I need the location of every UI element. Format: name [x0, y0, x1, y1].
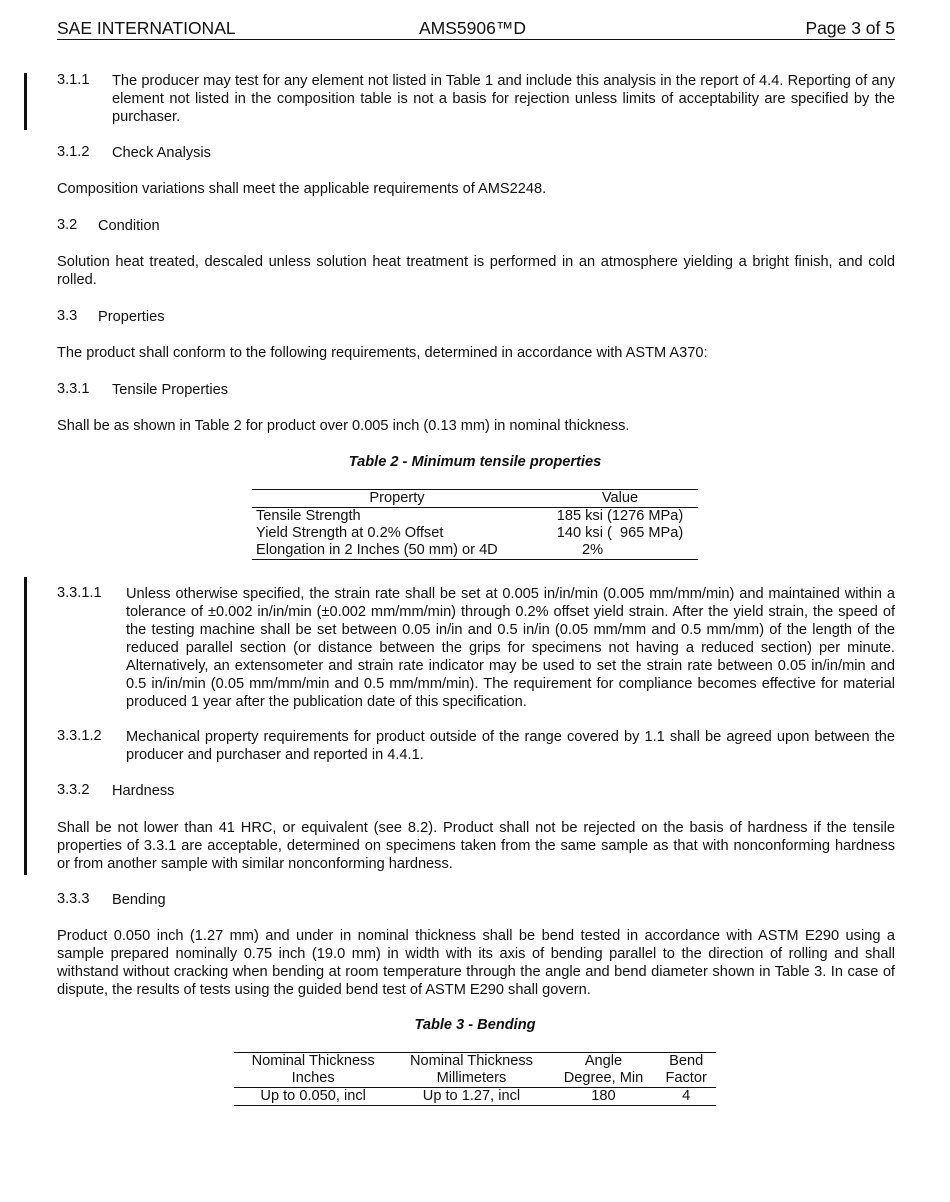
section-number: 3.3.2 — [57, 782, 90, 798]
section-title: Bending — [112, 892, 166, 908]
table-cell: 140 ksi ( 965 MPa) — [556, 525, 684, 541]
table-row — [252, 508, 698, 526]
section-number: 3.3 — [57, 308, 78, 324]
table-header: Nominal Thickness Millimeters — [392, 1053, 550, 1088]
section-number: 3.1.1 — [57, 72, 90, 88]
section-number: 3.3.1 — [57, 381, 90, 397]
table-cell: Yield Strength at 0.2% Offset — [256, 525, 444, 541]
table-cell: Up to 1.27, incl — [392, 1088, 550, 1106]
paragraph: Product 0.050 inch (1.27 mm) and under in nominal thickness shall be bend tested in accordance with ASTM E290 using a sample prepared nominally 0.75 inch (19.0 mm) in width with its axis of bending parallel to the direction of rolling and shall withstand without cracking when bending at room temperature through the angle and bend diameter shown in Table 3. In case of dispute, the results of tests using the guided bend test of ASTM E290 shall govern. — [57, 928, 895, 998]
section-number: 3.3.1.2 — [57, 728, 102, 744]
section-title: Properties — [98, 309, 165, 325]
section-number: 3.3.1.1 — [57, 585, 102, 601]
revision-bar — [24, 73, 27, 130]
bending-table — [234, 1052, 716, 1106]
section-title: Hardness — [112, 783, 175, 799]
table-header: Bend Factor — [656, 1053, 716, 1088]
table-row — [252, 542, 698, 560]
section-number: 3.3.3 — [57, 891, 90, 907]
section-number: 3.1.2 — [57, 144, 90, 160]
header-page-number: Page 3 of 5 — [805, 18, 895, 38]
section-title: Tensile Properties — [112, 382, 228, 398]
table-cell: 2% — [542, 542, 698, 560]
header-org: SAE INTERNATIONAL — [57, 18, 236, 38]
table-header: Value — [542, 490, 698, 508]
header-doc-number: AMS5906™D — [419, 18, 526, 38]
table-header: Angle Degree, Min — [551, 1053, 657, 1088]
table-cell: 4 — [656, 1088, 716, 1106]
section-text: Unless otherwise specified, the strain rate shall be set at 0.005 in/in/min (0.005 mm/mm/min) and maintained within a tolerance of ±0.002 in/in/min (±0.002 mm/mm/min) through 0.2% offset yield strain. After the yield strain, the speed of the testing machine shall be set between 0.05 in/in and 0.5 in/in (0.05 mm/mm and 0.5 mm/mm) of the length of the reduced parallel section (or distance between the grips for specimens not having a reduced section) per minute. Alternatively, an extensometer and strain rate indicator may be used to set the strain rate between 0.05 in/in/min and 0.5 in/in/min (0.05 mm/mm/min and 0.5 mm/mm/min). The requirement for compliance becomes effective for material produced 1 year after the publication date of this specification. — [126, 586, 895, 710]
table-cell: Elongation in 2 Inches (50 mm) or 4D — [252, 542, 542, 560]
table-cell: Tensile Strength — [256, 508, 361, 524]
section-text: Mechanical property requirements for product outside of the range covered by 1.1 shall be agreed upon between the producer and purchaser and reported in 4.4.1. — [126, 729, 895, 763]
revision-bar — [24, 577, 27, 875]
table-cell: 185 ksi (1276 MPa) — [556, 508, 684, 524]
section-title: Condition — [98, 218, 160, 234]
tensile-properties-table — [252, 489, 698, 560]
table-caption: Table 3 - Bending — [414, 1017, 536, 1033]
table-cell: Up to 0.050, incl — [234, 1088, 392, 1106]
paragraph: The product shall conform to the following requirements, determined in accordance with ASTM A370: — [57, 345, 708, 361]
table-row — [252, 525, 698, 542]
page-header — [57, 18, 895, 40]
table-header: Property — [252, 490, 542, 508]
section-text: The producer may test for any element not listed in Table 1 and include this analysis in the report of 4.4. Reporting of any element not listed in the composition table is not a basis for rejection unless limits of acceptability are specified by the purchaser. — [112, 73, 895, 125]
paragraph: Shall be as shown in Table 2 for product over 0.005 inch (0.13 mm) in nominal thickness. — [57, 418, 630, 434]
paragraph: Shall be not lower than 41 HRC, or equivalent (see 8.2). Product shall not be rejected on the basis of hardness if the tensile properties of 3.3.1 are acceptable, determined on specimens taken from the same sample as that with nonconforming hardness or from another sample with similar nonconforming hardness. — [57, 820, 895, 872]
paragraph: Composition variations shall meet the applicable requirements of AMS2248. — [57, 181, 547, 197]
table-caption: Table 2 - Minimum tensile properties — [348, 454, 602, 470]
table-cell: 180 — [551, 1088, 657, 1106]
paragraph: Solution heat treated, descaled unless solution heat treatment is performed in an atmosphere yielding a bright finish, and cold rolled. — [57, 254, 895, 288]
table-row — [234, 1088, 716, 1106]
section-title: Check Analysis — [112, 145, 211, 161]
section-number: 3.2 — [57, 217, 78, 233]
table-header: Nominal Thickness Inches — [234, 1053, 392, 1088]
